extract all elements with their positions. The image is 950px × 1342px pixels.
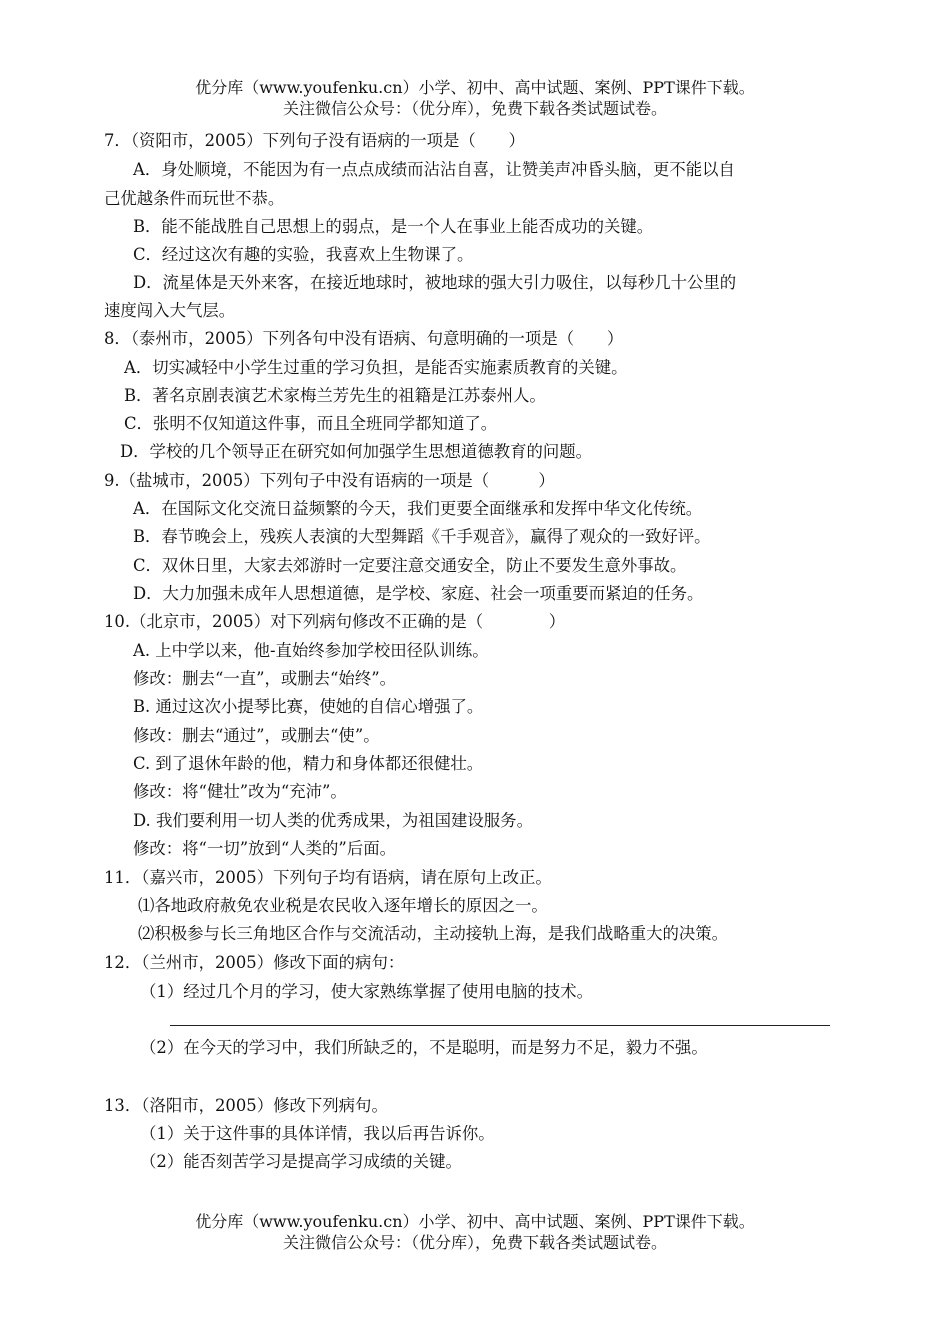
question-7-option-d: D．流星体是天外来客，在接近地球时，被地球的强大引力吸住，以每秒几十公里的 <box>133 273 737 292</box>
question-7-option-d-cont: 速度闯入大气层。 <box>104 301 236 320</box>
header-line-1: 优分库（www.youfenku.cn）小学、初中、高中试题、案例、PPT课件下载。 <box>195 78 755 97</box>
question-7-option-a: A．身处顺境，不能因为有一点点成绩而沾沾自喜，让赞美声冲昏头脑，更不能以自 <box>133 160 735 179</box>
question-10-option-d: D. 我们要利用一切人类的优秀成果，为祖国建设服务。 <box>133 811 533 830</box>
question-9-option-d: D．大力加强未成年人思想道德，是学校、家庭、社会一项重要而紧迫的任务。 <box>133 584 704 603</box>
question-7-stem: 7．（资阳市，2005）下列句子没有语病的一项是（ ） <box>104 131 525 150</box>
question-8-stem: 8．（泰州市，2005）下列各句中没有语病、句意明确的一项是（ ） <box>104 329 624 348</box>
question-13-stem: 13．（洛阳市，2005）修改下列病句。 <box>104 1096 388 1115</box>
answer-line <box>170 1025 830 1026</box>
page-footer <box>0 1211 950 1253</box>
question-11-item-2: ⑵积极参与长三角地区合作与交流活动，主动接轨上海，是我们战略重大的决策。 <box>138 924 729 943</box>
question-8-option-a: A．切实减轻中小学生过重的学习负担，是能否实施素质教育的关键。 <box>124 358 628 377</box>
header-line-2: 关注微信公众号：（优分库），免费下载各类试题试卷。 <box>282 99 667 118</box>
question-9-option-b: B．春节晚会上，残疾人表演的大型舞蹈《千手观音》，赢得了观众的一致好评。 <box>133 527 711 546</box>
question-8-option-c: C．张明不仅知道这件事，而且全班同学都知道了。 <box>124 414 498 433</box>
question-10-fix-a: 修改：删去“一直”，或删去“始终”。 <box>133 669 396 688</box>
question-7-option-a-cont: 己优越条件而玩世不恭。 <box>104 189 285 208</box>
question-8-option-d: D．学校的几个领导正在研究如何加强学生思想道德教育的问题。 <box>120 442 593 461</box>
question-8-option-b: B．著名京剧表演艺术家梅兰芳先生的祖籍是江苏泰州人。 <box>124 386 546 405</box>
question-10-option-c: C. 到了退休年龄的他，精力和身体都还很健壮。 <box>133 754 484 773</box>
question-11-item-1: ⑴各地政府赦免农业税是农民收入逐年增长的原因之一。 <box>138 896 548 915</box>
question-10-fix-c: 修改：将“健壮”改为“充沛”。 <box>133 782 347 801</box>
question-10-fix-b: 修改：删去“通过”，或删去“使”。 <box>133 726 380 745</box>
question-13-item-2: （2）能否刻苦学习是提高学习成绩的关键。 <box>140 1152 462 1171</box>
question-10-fix-d: 修改：将“一切”放到“人类的”后面。 <box>133 839 396 858</box>
footer-line-2: 关注微信公众号：（优分库），免费下载各类试题试卷。 <box>282 1233 667 1252</box>
question-10-option-b: B. 通过这次小提琴比赛，使她的自信心增强了。 <box>133 697 484 716</box>
question-11-stem: 11．（嘉兴市，2005）下列句子均有语病，请在原句上改正。 <box>104 868 552 887</box>
question-7-option-b: B．能不能战胜自己思想上的弱点，是一个人在事业上能否成功的关键。 <box>133 217 654 236</box>
question-9-stem: 9.（盐城市，2005）下列句子中没有语病的一项是（ ） <box>104 471 555 490</box>
question-7-option-c: C．经过这次有趣的实验，我喜欢上生物课了。 <box>133 245 474 264</box>
question-12-stem: 12．（兰州市，2005）修改下面的病句： <box>104 953 405 972</box>
question-12-item-1: （1）经过几个月的学习，使大家熟练掌握了使用电脑的技术。 <box>140 982 593 1001</box>
footer-line-1: 优分库（www.youfenku.cn）小学、初中、高中试题、案例、PPT课件下载。 <box>195 1212 755 1231</box>
question-10-stem: 10.（北京市，2005）对下列病句修改不正确的是（ ） <box>104 612 566 631</box>
page-header <box>0 77 950 119</box>
question-9-option-a: A．在国际文化交流日益频繁的今天，我们更要全面继承和发挥中华文化传统。 <box>133 499 703 518</box>
question-13-item-1: （1）关于这件事的具体详情，我以后再告诉你。 <box>140 1124 495 1143</box>
question-10-option-a: A. 上中学以来，他-直始终参加学校田径队训练。 <box>133 641 489 660</box>
question-12-item-2: （2）在今天的学习中，我们所缺乏的，不是聪明，而是努力不足，毅力不强。 <box>140 1038 708 1057</box>
question-9-option-c: C．双休日里，大家去郊游时一定要注意交通安全，防止不要发生意外事故。 <box>133 556 687 575</box>
